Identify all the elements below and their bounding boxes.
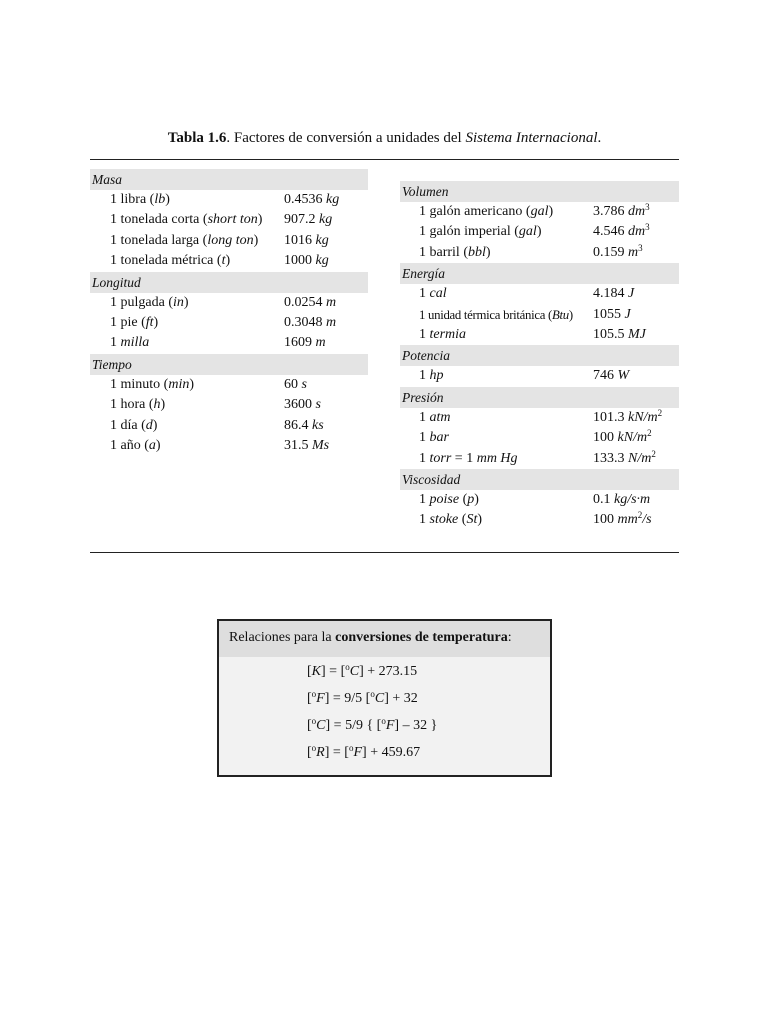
si-value: 1055 J xyxy=(593,306,631,322)
top-rule xyxy=(90,159,679,160)
temperature-equation: [$^o$F] = 9/5 [$^o$C] + 32 xyxy=(307,689,418,706)
caption-end: . xyxy=(597,130,602,146)
temperature-heading-suffix: : xyxy=(507,630,512,645)
unit-label: 1 día (d) xyxy=(110,417,158,433)
temperature-heading-prefix: Relaciones para la xyxy=(229,630,336,645)
unit-label: 1 libra (lb) xyxy=(110,192,170,207)
si-value: 1000 kg xyxy=(284,253,329,269)
unit-label: 1 bar xyxy=(419,430,449,446)
conversion-row xyxy=(90,395,368,415)
si-value: 907.2 kg xyxy=(284,212,333,228)
si-value: 0.159 $m^3$ xyxy=(593,242,643,260)
conversion-row xyxy=(400,510,679,530)
section-heading: Energía xyxy=(400,263,679,284)
si-value: 0.3048 m xyxy=(284,314,337,330)
section-heading: Viscosidad xyxy=(400,469,679,490)
si-value: 101.3 $kN/m^2$ xyxy=(593,407,663,425)
conversion-row xyxy=(400,428,679,448)
unit-label: 1 tonelada larga (long ton) xyxy=(110,232,259,248)
si-value: 3.786 $dm^3$ xyxy=(593,202,650,219)
temperature-heading-bold: conversiones de temperatura xyxy=(335,630,508,645)
unit-label: 1 tonelada métrica (t) xyxy=(110,253,231,269)
conversion-row xyxy=(90,210,368,230)
unit-label: 1 torr = 1 mm Hg xyxy=(419,450,518,466)
si-value: 0.1 kg/s·m xyxy=(593,491,651,507)
caption-italic: Sistema Internacional xyxy=(465,130,598,146)
caption-text: . Factores de conversión a unidades del xyxy=(226,130,466,146)
conversion-row xyxy=(90,190,368,210)
unit-label: 1 pie (ft) xyxy=(110,314,159,330)
unit-label: 1 año (a) xyxy=(110,437,161,453)
temperature-equation: [$^o$R] = [$^o$F] + 459.67 xyxy=(307,743,421,760)
conversion-row xyxy=(90,293,368,313)
conversion-row xyxy=(400,408,679,428)
conversion-row xyxy=(400,222,679,242)
section-heading: Tiempo xyxy=(90,354,368,375)
right-column xyxy=(400,181,679,531)
si-value: 4.184 J xyxy=(593,286,635,302)
si-value: 100 $mm^2/s$ xyxy=(593,510,652,528)
conversion-row xyxy=(90,231,368,251)
si-value: 1016 kg xyxy=(284,232,329,248)
bottom-rule xyxy=(90,552,679,553)
unit-label: 1 poise (p) xyxy=(419,491,479,507)
section-heading: Presión xyxy=(400,387,679,408)
si-value: 86.4 ks xyxy=(284,417,324,433)
temperature-equation: [$^o$C] = 5/9 { [$^o$F] – 32 } xyxy=(307,716,438,733)
si-value: 31.5 Ms xyxy=(284,437,330,453)
unit-label: 1 galón americano (gal) xyxy=(419,204,554,219)
conversion-row xyxy=(400,490,679,510)
unit-label: 1 pulgada (in) xyxy=(110,294,189,310)
si-value: 0.4536 kg xyxy=(284,192,340,207)
unit-label: 1 hp xyxy=(419,368,444,384)
si-value: 60 s xyxy=(284,376,307,392)
unit-label: 1 atm xyxy=(419,409,451,425)
section-heading: Volumen xyxy=(400,181,679,202)
si-value: 100 $kN/m^2$ xyxy=(593,428,652,446)
si-value: 746 W xyxy=(593,368,630,384)
conversion-row xyxy=(90,333,368,353)
section-heading: Potencia xyxy=(400,345,679,366)
unit-label: 1 galón imperial (gal) xyxy=(419,224,542,240)
unit-label: 1 unidad térmica británica (Btu) xyxy=(419,307,573,322)
si-value: 1609 m xyxy=(284,335,326,351)
unit-label: 1 milla xyxy=(110,335,150,351)
section-heading: Masa xyxy=(90,169,368,190)
unit-label: 1 stoke (St) xyxy=(419,512,482,528)
table-caption xyxy=(90,130,679,147)
conversion-row xyxy=(90,436,368,456)
si-value: 3600 s xyxy=(284,397,321,413)
si-value: 4.546 $dm^3$ xyxy=(593,222,650,240)
conversion-row xyxy=(400,366,679,386)
unit-label: 1 hora (h) xyxy=(110,397,166,413)
conversion-row xyxy=(400,243,679,263)
unit-label: 1 minuto (min) xyxy=(110,376,195,392)
left-column xyxy=(90,169,368,456)
si-value: 0.0254 m xyxy=(284,294,337,310)
conversion-row xyxy=(90,416,368,436)
unit-label: 1 cal xyxy=(419,286,447,302)
conversion-row xyxy=(90,313,368,333)
si-value: 133.3 $N/m^2$ xyxy=(593,448,656,466)
conversion-row xyxy=(400,305,679,325)
unit-label: 1 barril (bbl) xyxy=(419,244,491,260)
table-number: Tabla 1.6 xyxy=(167,130,227,146)
conversion-row xyxy=(400,202,679,222)
temperature-equation: [K] = [$^o$C] + 273.15 xyxy=(307,662,418,679)
section-heading: Longitud xyxy=(90,272,368,293)
si-value: 105.5 MJ xyxy=(593,326,646,342)
conversion-row xyxy=(400,284,679,304)
temperature-box xyxy=(217,619,552,777)
temperature-heading xyxy=(219,621,550,657)
unit-label: 1 termia xyxy=(419,326,467,342)
conversion-row xyxy=(90,251,368,271)
conversion-row xyxy=(400,325,679,345)
conversion-row xyxy=(90,375,368,395)
conversion-row xyxy=(400,449,679,469)
unit-label: 1 tonelada corta (short ton) xyxy=(110,212,263,228)
